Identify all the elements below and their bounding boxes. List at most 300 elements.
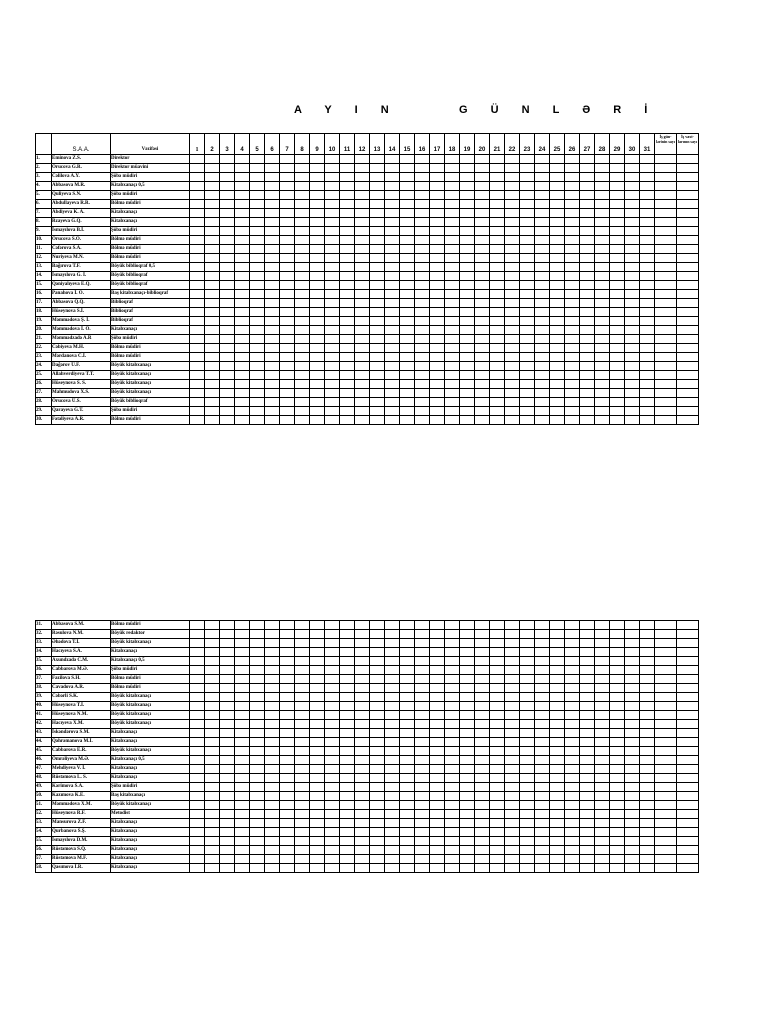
day-cell[interactable] [340, 648, 355, 657]
day-cell[interactable] [475, 227, 490, 236]
day-cell[interactable] [280, 648, 295, 657]
day-cell[interactable] [475, 416, 490, 425]
day-cell[interactable] [535, 621, 550, 630]
day-cell[interactable] [295, 353, 310, 362]
day-cell[interactable] [625, 810, 640, 819]
day-cell[interactable] [355, 218, 370, 227]
day-cell[interactable] [430, 218, 445, 227]
day-cell[interactable] [565, 738, 580, 747]
day-cell[interactable] [295, 837, 310, 846]
day-cell[interactable] [370, 254, 385, 263]
day-cell[interactable] [505, 621, 520, 630]
day-cell[interactable] [235, 801, 250, 810]
day-cell[interactable] [505, 720, 520, 729]
day-cell[interactable] [385, 353, 400, 362]
day-cell[interactable] [355, 774, 370, 783]
day-cell[interactable] [355, 173, 370, 182]
day-cell[interactable] [370, 164, 385, 173]
day-cell[interactable] [625, 648, 640, 657]
day-cell[interactable] [595, 317, 610, 326]
day-cell[interactable] [340, 173, 355, 182]
day-cell[interactable] [235, 353, 250, 362]
day-cell[interactable] [595, 747, 610, 756]
day-cell[interactable] [550, 398, 565, 407]
day-cell[interactable] [445, 774, 460, 783]
day-cell[interactable] [445, 828, 460, 837]
day-cell[interactable] [475, 389, 490, 398]
day-cell[interactable] [595, 828, 610, 837]
day-cell[interactable] [565, 639, 580, 648]
day-cell[interactable] [370, 774, 385, 783]
day-cell[interactable] [310, 648, 325, 657]
day-cell[interactable] [520, 675, 535, 684]
work-days-cell[interactable] [655, 353, 677, 362]
day-cell[interactable] [415, 281, 430, 290]
day-cell[interactable] [550, 747, 565, 756]
day-cell[interactable] [520, 416, 535, 425]
day-cell[interactable] [355, 801, 370, 810]
day-cell[interactable] [430, 344, 445, 353]
day-cell[interactable] [490, 398, 505, 407]
day-cell[interactable] [220, 245, 235, 254]
day-cell[interactable] [205, 272, 220, 281]
day-cell[interactable] [535, 675, 550, 684]
day-cell[interactable] [280, 263, 295, 272]
day-cell[interactable] [595, 783, 610, 792]
day-cell[interactable] [415, 864, 430, 873]
day-cell[interactable] [415, 209, 430, 218]
day-cell[interactable] [265, 738, 280, 747]
day-cell[interactable] [265, 173, 280, 182]
day-cell[interactable] [445, 675, 460, 684]
day-cell[interactable] [190, 756, 205, 765]
day-cell[interactable] [310, 155, 325, 164]
day-cell[interactable] [505, 801, 520, 810]
day-cell[interactable] [505, 155, 520, 164]
day-cell[interactable] [580, 783, 595, 792]
work-days-cell[interactable] [655, 729, 677, 738]
day-cell[interactable] [220, 398, 235, 407]
day-cell[interactable] [430, 720, 445, 729]
day-cell[interactable] [385, 245, 400, 254]
work-days-cell[interactable] [655, 263, 677, 272]
day-cell[interactable] [205, 828, 220, 837]
day-cell[interactable] [250, 173, 265, 182]
day-cell[interactable] [190, 639, 205, 648]
day-cell[interactable] [235, 227, 250, 236]
day-cell[interactable] [625, 236, 640, 245]
day-cell[interactable] [250, 308, 265, 317]
day-cell[interactable] [490, 747, 505, 756]
day-cell[interactable] [235, 693, 250, 702]
day-cell[interactable] [400, 738, 415, 747]
day-cell[interactable] [280, 200, 295, 209]
day-cell[interactable] [550, 675, 565, 684]
day-cell[interactable] [310, 380, 325, 389]
day-cell[interactable] [430, 648, 445, 657]
work-days-cell[interactable] [655, 810, 677, 819]
day-cell[interactable] [250, 684, 265, 693]
day-cell[interactable] [490, 344, 505, 353]
day-cell[interactable] [640, 792, 655, 801]
day-cell[interactable] [385, 299, 400, 308]
extra-cell[interactable] [677, 263, 699, 272]
day-cell[interactable] [220, 621, 235, 630]
day-cell[interactable] [520, 666, 535, 675]
day-cell[interactable] [265, 407, 280, 416]
day-cell[interactable] [430, 236, 445, 245]
day-cell[interactable] [205, 855, 220, 864]
day-cell[interactable] [415, 155, 430, 164]
day-cell[interactable] [565, 621, 580, 630]
day-cell[interactable] [355, 837, 370, 846]
day-cell[interactable] [445, 245, 460, 254]
day-cell[interactable] [355, 308, 370, 317]
day-cell[interactable] [535, 362, 550, 371]
day-cell[interactable] [280, 864, 295, 873]
day-cell[interactable] [640, 702, 655, 711]
day-cell[interactable] [625, 855, 640, 864]
day-cell[interactable] [580, 657, 595, 666]
day-cell[interactable] [280, 344, 295, 353]
day-cell[interactable] [430, 326, 445, 335]
day-cell[interactable] [205, 371, 220, 380]
day-cell[interactable] [595, 693, 610, 702]
day-cell[interactable] [445, 335, 460, 344]
day-cell[interactable] [610, 407, 625, 416]
day-cell[interactable] [535, 317, 550, 326]
day-cell[interactable] [550, 326, 565, 335]
day-cell[interactable] [580, 272, 595, 281]
day-cell[interactable] [190, 344, 205, 353]
day-cell[interactable] [430, 164, 445, 173]
day-cell[interactable] [370, 371, 385, 380]
day-cell[interactable] [550, 864, 565, 873]
day-cell[interactable] [640, 810, 655, 819]
day-cell[interactable] [535, 299, 550, 308]
day-cell[interactable] [415, 621, 430, 630]
day-cell[interactable] [340, 666, 355, 675]
day-cell[interactable] [565, 837, 580, 846]
day-cell[interactable] [475, 855, 490, 864]
day-cell[interactable] [640, 344, 655, 353]
day-cell[interactable] [370, 227, 385, 236]
day-cell[interactable] [445, 326, 460, 335]
day-cell[interactable] [190, 666, 205, 675]
day-cell[interactable] [235, 335, 250, 344]
day-cell[interactable] [460, 630, 475, 639]
day-cell[interactable] [475, 684, 490, 693]
day-cell[interactable] [580, 290, 595, 299]
day-cell[interactable] [295, 371, 310, 380]
day-cell[interactable] [490, 380, 505, 389]
day-cell[interactable] [550, 639, 565, 648]
day-cell[interactable] [385, 855, 400, 864]
day-cell[interactable] [340, 738, 355, 747]
day-cell[interactable] [280, 362, 295, 371]
day-cell[interactable] [640, 828, 655, 837]
day-cell[interactable] [610, 756, 625, 765]
day-cell[interactable] [460, 648, 475, 657]
day-cell[interactable] [220, 819, 235, 828]
extra-cell[interactable] [677, 630, 699, 639]
day-cell[interactable] [520, 308, 535, 317]
day-cell[interactable] [595, 801, 610, 810]
day-cell[interactable] [205, 666, 220, 675]
day-cell[interactable] [265, 416, 280, 425]
day-cell[interactable] [340, 290, 355, 299]
day-cell[interactable] [220, 227, 235, 236]
day-cell[interactable] [280, 380, 295, 389]
day-cell[interactable] [415, 828, 430, 837]
day-cell[interactable] [355, 675, 370, 684]
day-cell[interactable] [610, 299, 625, 308]
day-cell[interactable] [430, 756, 445, 765]
day-cell[interactable] [415, 326, 430, 335]
day-cell[interactable] [445, 290, 460, 299]
day-cell[interactable] [520, 747, 535, 756]
day-cell[interactable] [280, 711, 295, 720]
day-cell[interactable] [505, 747, 520, 756]
day-cell[interactable] [355, 353, 370, 362]
day-cell[interactable] [475, 200, 490, 209]
day-cell[interactable] [250, 846, 265, 855]
day-cell[interactable] [325, 416, 340, 425]
day-cell[interactable] [625, 200, 640, 209]
day-cell[interactable] [385, 864, 400, 873]
day-cell[interactable] [190, 191, 205, 200]
day-cell[interactable] [190, 693, 205, 702]
day-cell[interactable] [445, 191, 460, 200]
day-cell[interactable] [355, 630, 370, 639]
day-cell[interactable] [295, 765, 310, 774]
day-cell[interactable] [340, 299, 355, 308]
day-cell[interactable] [625, 774, 640, 783]
day-cell[interactable] [340, 720, 355, 729]
day-cell[interactable] [235, 828, 250, 837]
day-cell[interactable] [460, 398, 475, 407]
day-cell[interactable] [595, 209, 610, 218]
day-cell[interactable] [325, 290, 340, 299]
day-cell[interactable] [235, 846, 250, 855]
day-cell[interactable] [520, 846, 535, 855]
day-cell[interactable] [280, 335, 295, 344]
day-cell[interactable] [190, 407, 205, 416]
day-cell[interactable] [205, 711, 220, 720]
day-cell[interactable] [415, 729, 430, 738]
day-cell[interactable] [550, 308, 565, 317]
day-cell[interactable] [190, 290, 205, 299]
day-cell[interactable] [445, 846, 460, 855]
day-cell[interactable] [640, 173, 655, 182]
day-cell[interactable] [250, 371, 265, 380]
day-cell[interactable] [370, 738, 385, 747]
day-cell[interactable] [340, 227, 355, 236]
day-cell[interactable] [445, 209, 460, 218]
day-cell[interactable] [280, 675, 295, 684]
day-cell[interactable] [595, 389, 610, 398]
day-cell[interactable] [490, 666, 505, 675]
day-cell[interactable] [460, 191, 475, 200]
day-cell[interactable] [535, 801, 550, 810]
day-cell[interactable] [310, 164, 325, 173]
work-days-cell[interactable] [655, 621, 677, 630]
day-cell[interactable] [385, 344, 400, 353]
day-cell[interactable] [490, 218, 505, 227]
day-cell[interactable] [340, 846, 355, 855]
day-cell[interactable] [355, 236, 370, 245]
day-cell[interactable] [325, 801, 340, 810]
day-cell[interactable] [340, 155, 355, 164]
extra-cell[interactable] [677, 639, 699, 648]
day-cell[interactable] [550, 702, 565, 711]
day-cell[interactable] [505, 648, 520, 657]
day-cell[interactable] [430, 290, 445, 299]
day-cell[interactable] [640, 218, 655, 227]
extra-cell[interactable] [677, 684, 699, 693]
day-cell[interactable] [415, 756, 430, 765]
day-cell[interactable] [220, 783, 235, 792]
day-cell[interactable] [520, 693, 535, 702]
day-cell[interactable] [385, 317, 400, 326]
day-cell[interactable] [205, 380, 220, 389]
day-cell[interactable] [220, 155, 235, 164]
day-cell[interactable] [370, 272, 385, 281]
day-cell[interactable] [565, 173, 580, 182]
day-cell[interactable] [370, 398, 385, 407]
day-cell[interactable] [490, 720, 505, 729]
day-cell[interactable] [295, 792, 310, 801]
day-cell[interactable] [265, 290, 280, 299]
day-cell[interactable] [625, 299, 640, 308]
day-cell[interactable] [490, 416, 505, 425]
day-cell[interactable] [430, 191, 445, 200]
day-cell[interactable] [400, 254, 415, 263]
day-cell[interactable] [580, 621, 595, 630]
day-cell[interactable] [325, 335, 340, 344]
day-cell[interactable] [295, 729, 310, 738]
day-cell[interactable] [265, 675, 280, 684]
day-cell[interactable] [325, 837, 340, 846]
day-cell[interactable] [460, 801, 475, 810]
day-cell[interactable] [295, 236, 310, 245]
day-cell[interactable] [625, 864, 640, 873]
day-cell[interactable] [415, 702, 430, 711]
day-cell[interactable] [460, 290, 475, 299]
day-cell[interactable] [220, 164, 235, 173]
day-cell[interactable] [400, 290, 415, 299]
day-cell[interactable] [610, 353, 625, 362]
day-cell[interactable] [595, 630, 610, 639]
extra-cell[interactable] [677, 837, 699, 846]
day-cell[interactable] [565, 407, 580, 416]
day-cell[interactable] [610, 191, 625, 200]
day-cell[interactable] [190, 362, 205, 371]
day-cell[interactable] [565, 675, 580, 684]
day-cell[interactable] [370, 173, 385, 182]
day-cell[interactable] [310, 362, 325, 371]
day-cell[interactable] [235, 245, 250, 254]
day-cell[interactable] [205, 335, 220, 344]
day-cell[interactable] [190, 801, 205, 810]
day-cell[interactable] [565, 335, 580, 344]
day-cell[interactable] [385, 729, 400, 738]
day-cell[interactable] [370, 648, 385, 657]
day-cell[interactable] [490, 362, 505, 371]
day-cell[interactable] [340, 272, 355, 281]
day-cell[interactable] [250, 335, 265, 344]
day-cell[interactable] [580, 765, 595, 774]
day-cell[interactable] [580, 801, 595, 810]
day-cell[interactable] [265, 245, 280, 254]
day-cell[interactable] [415, 182, 430, 191]
day-cell[interactable] [640, 765, 655, 774]
day-cell[interactable] [475, 630, 490, 639]
day-cell[interactable] [370, 792, 385, 801]
day-cell[interactable] [400, 263, 415, 272]
day-cell[interactable] [265, 720, 280, 729]
day-cell[interactable] [325, 308, 340, 317]
extra-cell[interactable] [677, 621, 699, 630]
day-cell[interactable] [355, 819, 370, 828]
day-cell[interactable] [430, 308, 445, 317]
day-cell[interactable] [355, 657, 370, 666]
day-cell[interactable] [505, 639, 520, 648]
day-cell[interactable] [565, 729, 580, 738]
day-cell[interactable] [535, 738, 550, 747]
day-cell[interactable] [355, 864, 370, 873]
day-cell[interactable] [490, 639, 505, 648]
day-cell[interactable] [625, 639, 640, 648]
work-days-cell[interactable] [655, 630, 677, 639]
day-cell[interactable] [475, 864, 490, 873]
day-cell[interactable] [190, 272, 205, 281]
day-cell[interactable] [355, 281, 370, 290]
day-cell[interactable] [520, 837, 535, 846]
day-cell[interactable] [295, 191, 310, 200]
day-cell[interactable] [355, 684, 370, 693]
day-cell[interactable] [610, 792, 625, 801]
day-cell[interactable] [250, 362, 265, 371]
day-cell[interactable] [505, 272, 520, 281]
day-cell[interactable] [280, 729, 295, 738]
day-cell[interactable] [565, 308, 580, 317]
day-cell[interactable] [355, 648, 370, 657]
day-cell[interactable] [385, 335, 400, 344]
extra-cell[interactable] [677, 720, 699, 729]
day-cell[interactable] [205, 254, 220, 263]
day-cell[interactable] [250, 621, 265, 630]
day-cell[interactable] [280, 783, 295, 792]
day-cell[interactable] [370, 819, 385, 828]
day-cell[interactable] [370, 191, 385, 200]
day-cell[interactable] [550, 648, 565, 657]
day-cell[interactable] [250, 263, 265, 272]
day-cell[interactable] [325, 173, 340, 182]
day-cell[interactable] [250, 720, 265, 729]
day-cell[interactable] [430, 855, 445, 864]
day-cell[interactable] [190, 254, 205, 263]
day-cell[interactable] [250, 774, 265, 783]
day-cell[interactable] [595, 326, 610, 335]
day-cell[interactable] [400, 729, 415, 738]
day-cell[interactable] [505, 344, 520, 353]
day-cell[interactable] [580, 344, 595, 353]
day-cell[interactable] [430, 630, 445, 639]
day-cell[interactable] [550, 774, 565, 783]
day-cell[interactable] [610, 819, 625, 828]
day-cell[interactable] [430, 675, 445, 684]
